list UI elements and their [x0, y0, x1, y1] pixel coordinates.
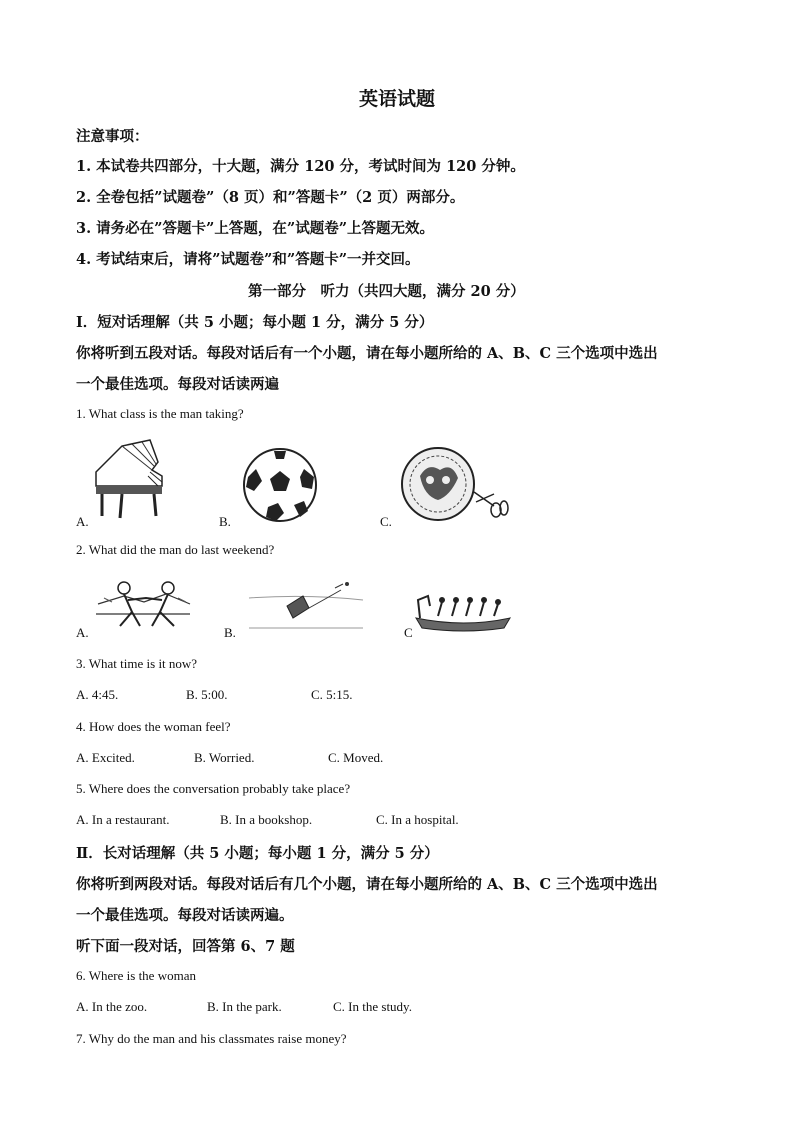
question-3-option-b: B. 5:00.	[186, 687, 228, 702]
question-2-option-b-label: B.	[224, 625, 236, 640]
notice-heading: 注意事项：	[76, 128, 149, 145]
football-icon	[238, 447, 322, 523]
question-3-option-c: C. 5:15.	[311, 687, 353, 702]
section2-instruction-line1: 你将听到两段对话。每段对话后有几个小题，请在每小题所给的 A、B、C 三个选项中选出	[76, 876, 658, 893]
question-6-option-c: C. In the study.	[333, 999, 412, 1014]
section2-heading: Ⅱ．长对话理解（共 5 小题；每小题 1 分，满分 5 分）	[76, 845, 439, 862]
piano-icon	[92, 436, 172, 520]
section1-heading: Ⅰ．短对话理解（共 5 小题；每小题 1 分，满分 5 分）	[76, 314, 434, 331]
question-5-option-b: B. In a bookshop.	[220, 812, 313, 827]
question-6-option-b: B. In the park.	[207, 999, 282, 1014]
page-title: 英语试题	[358, 88, 435, 110]
question-6-text: 6. Where is the woman	[76, 968, 196, 983]
section1-instruction-line2: 一个最佳选项。每段对话读两遍	[76, 376, 279, 393]
wrestling-icon	[94, 578, 194, 630]
question-1-text: 1. What class is the man taking?	[76, 406, 244, 421]
notice-item-1: 1. 本试卷共四部分，十大题，满分 120 分，考试时间为 120 分钟。	[76, 158, 525, 175]
question-1-option-c-label: C.	[380, 514, 392, 529]
question-4-text: 4. How does the woman feel?	[76, 719, 231, 734]
part1-heading: 第一部分 听力（共四大题，满分 20 分）	[248, 283, 525, 300]
question-2-text: 2. What did the man do last weekend?	[76, 542, 275, 557]
question-4-option-c: C. Moved.	[328, 750, 384, 765]
question-5-text: 5. Where does the conversation probably take place?	[76, 781, 351, 796]
question-1-option-a-label: A.	[76, 514, 89, 529]
kite-icon	[247, 578, 365, 632]
question-1-option-b-label: B.	[219, 514, 231, 529]
section1-instruction-line1: 你将听到五段对话。每段对话后有一个小题，请在每小题所给的 A、B、C 三个选项中选出	[76, 345, 658, 362]
section2-instruction-line2: 一个最佳选项。每段对话读两遍。	[76, 907, 294, 924]
question-3-option-a: A. 4:45.	[76, 687, 119, 702]
question-4-option-a: A. Excited.	[76, 750, 135, 765]
notice-item-2: 2. 全卷包括”试题卷”（8 页）和”答题卡”（2 页）两部分。	[76, 189, 465, 206]
question-7-text: 7. Why do the man and his classmates raise money?	[76, 1031, 347, 1046]
notice-item-4: 4. 考试结束后，请将”试题卷”和”答题卡”一并交回。	[76, 251, 420, 268]
paper-cutting-icon	[398, 446, 510, 526]
question-6-option-a: A. In the zoo.	[76, 999, 148, 1014]
dragon-boat-icon	[414, 588, 512, 636]
question-5-option-a: A. In a restaurant.	[76, 812, 170, 827]
question-2-option-a-label: A.	[76, 625, 89, 640]
question-5-option-c: C. In a hospital.	[376, 812, 459, 827]
section2-subheading: 听下面一段对话，回答第 6、7 题	[76, 938, 295, 955]
question-4-option-b: B. Worried.	[194, 750, 255, 765]
question-3-text: 3. What time is it now?	[76, 656, 198, 671]
question-2-option-c-label: C	[404, 625, 413, 640]
notice-item-3: 3. 请务必在”答题卡”上答题，在”试题卷”上答题无效。	[76, 220, 435, 237]
